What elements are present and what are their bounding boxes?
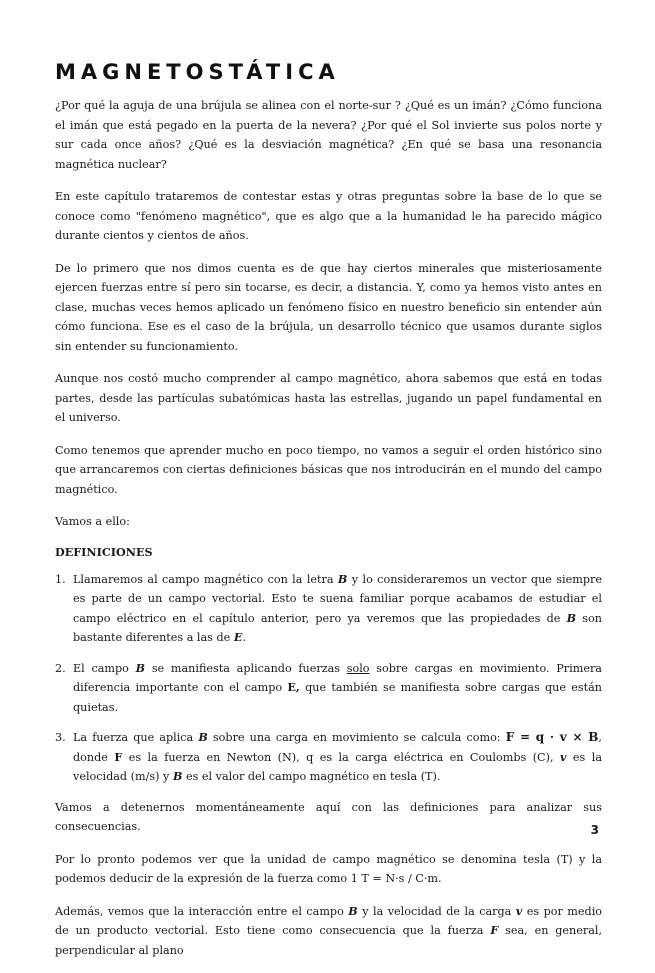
definition-text: es la fuerza en Newton (N), q es la carga eléctrica en Coulombs (C), <box>122 750 560 764</box>
definition-text: Llamaremos al campo magnético con la letra <box>73 572 338 586</box>
definition-text: La fuerza que aplica <box>73 731 199 744</box>
intro-paragraph-5: Como tenemos que aprender mucho en poco tiempo, no vamos a seguir el orden histórico sino que arrancaremos con ciertas definiciones básicas que nos introducirán en el mundo del campo magnético. <box>55 443 602 496</box>
intro-paragraph-2: En este capítulo trataremos de contestar estas y otras preguntas sobre la base de lo que se conoce como "fenómeno magnético", que es algo que a la humanidad le ha parecido mágico durante cientos y cientos de años. <box>55 190 602 242</box>
definition-number: 3. <box>55 731 66 744</box>
definition-text: sobre cargas en movimiento. Primera diferencia importante con el campo <box>73 661 602 694</box>
symbol-b: B <box>566 610 577 625</box>
definition-text: es el valor del campo magnético en tesla (T). <box>182 770 441 783</box>
symbol-f: F <box>490 923 499 937</box>
symbol-b: B <box>198 730 208 744</box>
underlined-word: solo <box>346 661 370 675</box>
definition-text: . <box>242 631 246 644</box>
page-content <box>55 60 602 973</box>
symbol-e: E <box>233 630 243 644</box>
symbol-b: B <box>348 903 358 918</box>
intro-paragraph-1: ¿Por qué la aguja de una brújula se alinea con el norte-sur ? ¿Qué es un imán? ¿Cómo funciona el imán que está pegado en la puerta de la nevera? ¿Por qué el Sol invierte sus polos norte y sur cada once años? ¿Qué es la desviación magnética? ¿En qué se basa una resonancia magnética nuclear? <box>55 99 602 171</box>
lorentz-formula: F = q · v × B <box>505 730 599 744</box>
intro-paragraph-6: Vamos a ello: <box>55 515 130 528</box>
intro-paragraph-3: De lo primero que nos dimos cuenta es de que hay ciertos minerales que misteriosamente ejercen fuerzas entre sí pero sin tocarse, es decir, a distancia. Y, como ya hemos visto antes en clase, muchas veces hemos aplicado un fenómeno físico en nuestro beneficio sin entender aún cómo funciona. Ese es el caso de la brújula, un desarrollo técnico que usamos durante siglos sin entender su funcionamiento. <box>55 261 602 353</box>
symbol-b: B <box>337 571 348 586</box>
definition-text: que también se manifiesta sobre cargas que están quietas. <box>73 681 603 714</box>
definition-item-3 <box>55 728 602 787</box>
definition-text: El campo <box>73 661 136 675</box>
definition-text: , donde <box>73 731 602 764</box>
paragraph-text: Además, vemos que la interacción entre el campo <box>55 904 349 918</box>
definition-text: se manifiesta aplicando fuerzas <box>145 661 347 675</box>
definition-item-1 <box>55 570 602 648</box>
definition-text: sobre una carga en movimiento se calcula como: <box>207 731 506 744</box>
symbol-e: E, <box>287 680 300 694</box>
page-number: 3 <box>590 823 599 837</box>
symbol-b: B <box>135 660 146 675</box>
symbol-v: v <box>559 749 567 764</box>
body-paragraph-9 <box>55 902 602 961</box>
definition-number: 2. <box>55 661 66 675</box>
definition-number: 1. <box>55 572 66 586</box>
definition-item-2 <box>55 659 602 718</box>
paragraph-text: sea, en general, perpendicular al plano <box>55 924 603 957</box>
intro-paragraph-4: Aunque nos costó mucho comprender al campo magnético, ahora sabemos que está en todas partes, desde las partículas subatómicas hasta las estrellas, jugando un papel fundamental en el universo. <box>55 372 602 424</box>
definition-text: es la velocidad (m/s) y <box>73 750 602 783</box>
definitions-heading: DEFINICIONES <box>55 544 153 559</box>
definition-text: y lo consideraremos un vector que siempre es parte de un campo vectorial. Esto te suena familiar porque acabamos de estudiar el campo eléctrico en el capítulo anterior, pero ya veremos que las propiedades de <box>73 572 602 625</box>
page-title: MAGNETOSTÁTICA <box>55 60 340 84</box>
body-paragraph-8: Por lo pronto podemos ver que la unidad de campo magnético se denomina tesla (T) y la podemos deducir de la expresión de la fuerza como 1 T = N·s / C·m. <box>55 852 602 885</box>
paragraph-text: y la velocidad de la carga <box>357 904 516 918</box>
definitions-list <box>55 570 602 787</box>
body-paragraph-7: Vamos a detenernos momentáneamente aquí con las definiciones para analizar sus consecuencias. <box>55 800 602 833</box>
symbol-v: v <box>515 903 523 918</box>
symbol-f: F <box>114 749 123 764</box>
definition-text: son bastante diferentes a las de <box>73 611 602 644</box>
paragraph-text: es por medio de un producto vectorial. Esto tiene como consecuencia que la fuerza <box>55 904 603 937</box>
symbol-b: B <box>172 769 183 783</box>
